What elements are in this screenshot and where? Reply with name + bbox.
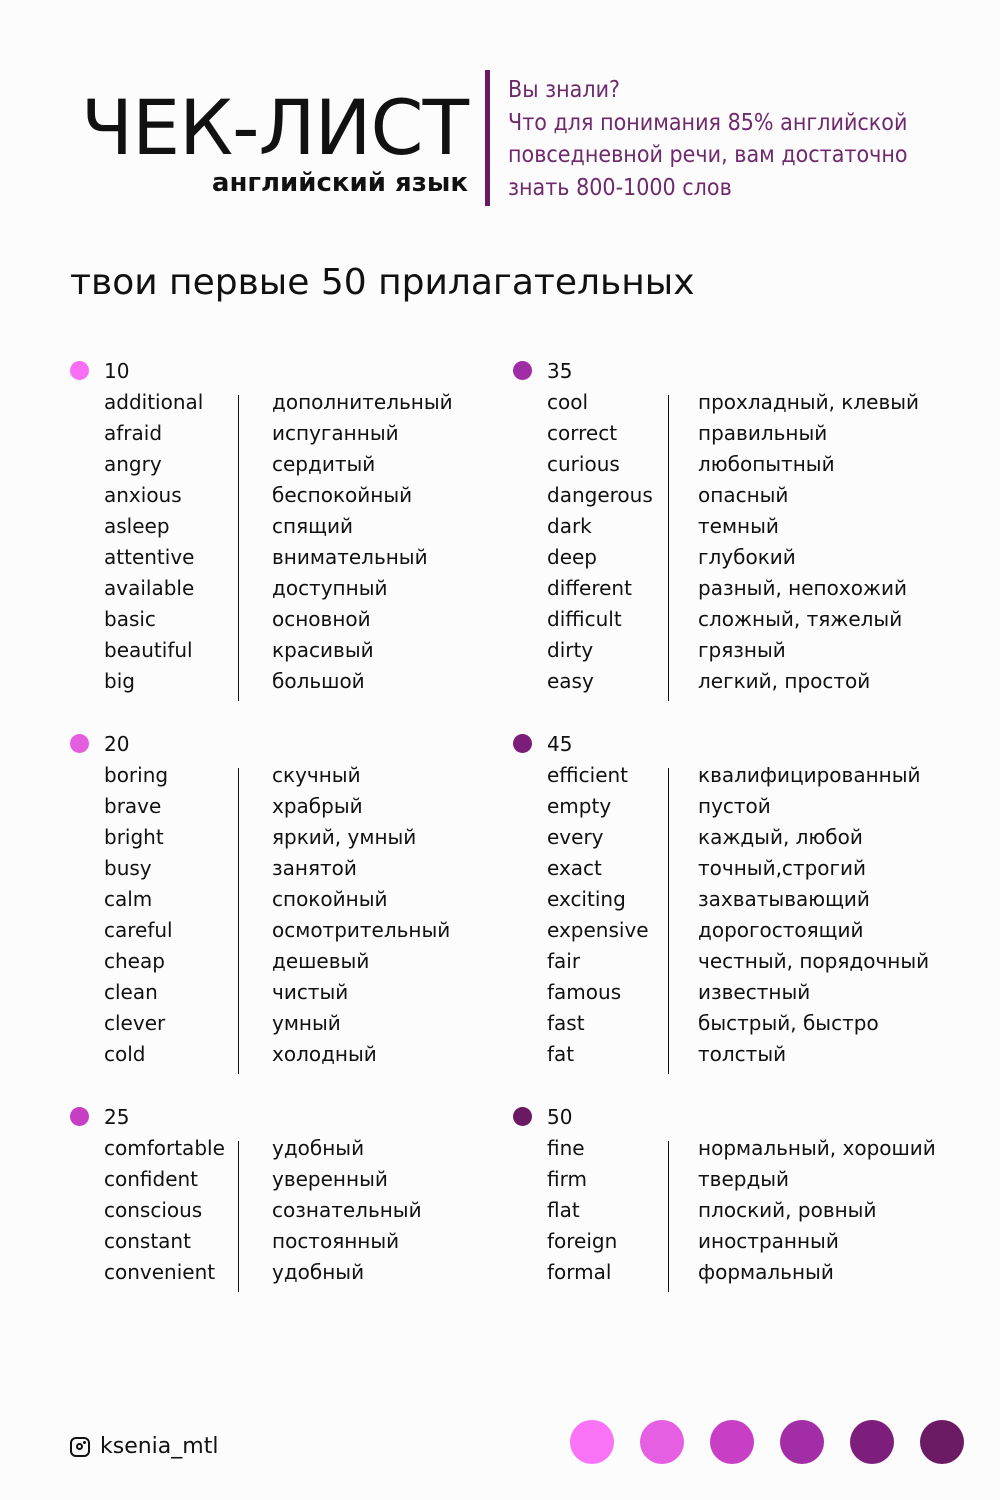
english-word: cheap xyxy=(104,949,165,973)
english-word: cool xyxy=(547,390,589,414)
russian-translation: доступный xyxy=(272,576,388,600)
english-word: anxious xyxy=(104,483,182,507)
word-row xyxy=(547,1226,936,1257)
word-row xyxy=(547,449,919,480)
word-row xyxy=(104,418,453,449)
word-row xyxy=(104,884,450,915)
russian-translation: удобный xyxy=(272,1260,365,1284)
word-row xyxy=(104,822,450,853)
word-row xyxy=(104,387,453,418)
english-word: busy xyxy=(104,856,152,880)
word-row xyxy=(104,573,453,604)
russian-translation: толстый xyxy=(698,1042,787,1066)
word-group xyxy=(104,1102,422,1288)
word-row xyxy=(104,449,453,480)
fact-box xyxy=(508,74,940,204)
word-row xyxy=(547,480,919,511)
english-word: firm xyxy=(547,1167,587,1191)
russian-translation: дополнительный xyxy=(272,390,453,414)
column-divider xyxy=(668,1141,669,1292)
russian-translation: каждый, любой xyxy=(698,825,863,849)
english-word: asleep xyxy=(104,514,170,538)
group-number: 45 xyxy=(547,732,573,756)
russian-translation: беспокойный xyxy=(272,483,413,507)
word-row xyxy=(547,915,929,946)
word-row xyxy=(547,1133,936,1164)
russian-translation: любопытный xyxy=(698,452,835,476)
fact-line: Вы знали? xyxy=(508,77,621,103)
word-row xyxy=(547,822,929,853)
word-row xyxy=(547,853,929,884)
word-row xyxy=(104,915,450,946)
group-number: 35 xyxy=(547,359,573,383)
russian-translation: уверенный xyxy=(272,1167,388,1191)
word-list xyxy=(547,387,919,697)
word-row xyxy=(104,1195,422,1226)
word-row xyxy=(104,1039,450,1070)
russian-translation: чистый xyxy=(272,980,349,1004)
russian-translation: сознательный xyxy=(272,1198,422,1222)
word-list xyxy=(104,387,453,697)
english-word: curious xyxy=(547,452,620,476)
english-word: cold xyxy=(104,1042,146,1066)
word-list xyxy=(104,760,450,1070)
word-row xyxy=(547,635,919,666)
word-row xyxy=(104,635,453,666)
russian-translation: дешевый xyxy=(272,949,370,973)
english-word: big xyxy=(104,669,135,693)
english-word: confident xyxy=(104,1167,199,1191)
palette-swatch xyxy=(920,1420,964,1464)
russian-translation: нормальный, хороший xyxy=(698,1136,936,1160)
word-row xyxy=(547,1164,936,1195)
russian-translation: внимательный xyxy=(272,545,428,569)
group-header xyxy=(104,729,450,760)
russian-translation: постоянный xyxy=(272,1229,400,1253)
english-word: fine xyxy=(547,1136,585,1160)
word-group xyxy=(547,1102,936,1288)
russian-translation: большой xyxy=(272,669,365,693)
word-group xyxy=(104,356,453,697)
russian-translation: занятой xyxy=(272,856,357,880)
palette-swatch xyxy=(780,1420,824,1464)
english-word: clean xyxy=(104,980,158,1004)
group-dot xyxy=(70,1107,89,1126)
russian-translation: плоский, ровный xyxy=(698,1198,877,1222)
word-row xyxy=(547,604,919,635)
word-list xyxy=(547,760,929,1070)
russian-translation: честный, порядочный xyxy=(698,949,930,973)
word-row xyxy=(547,760,929,791)
english-word: foreign xyxy=(547,1229,618,1253)
russian-translation: спящий xyxy=(272,514,353,538)
english-word: correct xyxy=(547,421,618,445)
english-word: flat xyxy=(547,1198,580,1222)
english-word: boring xyxy=(104,763,169,787)
group-header xyxy=(547,356,919,387)
english-word: dangerous xyxy=(547,483,653,507)
word-row xyxy=(547,1257,936,1288)
column-divider xyxy=(238,395,239,701)
word-row xyxy=(104,1008,450,1039)
russian-translation: пустой xyxy=(698,794,771,818)
english-word: calm xyxy=(104,887,153,911)
instagram-icon xyxy=(70,1437,90,1457)
russian-translation: испуганный xyxy=(272,421,399,445)
group-header xyxy=(547,1102,936,1133)
palette-swatch xyxy=(640,1420,684,1464)
russian-translation: легкий, простой xyxy=(698,669,871,693)
word-group xyxy=(547,356,919,697)
palette-swatch xyxy=(850,1420,894,1464)
english-word: easy xyxy=(547,669,594,693)
word-list xyxy=(547,1133,936,1288)
russian-translation: темный xyxy=(698,514,779,538)
word-row xyxy=(547,573,919,604)
word-row xyxy=(547,1195,936,1226)
word-row xyxy=(547,946,929,977)
russian-translation: спокойный xyxy=(272,887,388,911)
color-palette xyxy=(570,1420,964,1464)
word-row xyxy=(104,977,450,1008)
group-dot xyxy=(513,1107,532,1126)
page-subtitle: английский язык xyxy=(211,168,468,198)
english-word: exact xyxy=(547,856,602,880)
russian-translation: основной xyxy=(272,607,371,631)
english-word: expensive xyxy=(547,918,649,942)
english-word: efficient xyxy=(547,763,629,787)
english-word: dirty xyxy=(547,638,594,662)
footer-handle[interactable] xyxy=(70,1434,218,1459)
english-word: brave xyxy=(104,794,162,818)
english-word: clever xyxy=(104,1011,166,1035)
russian-translation: прохладный, клевый xyxy=(698,390,920,414)
palette-swatch xyxy=(570,1420,614,1464)
title-divider xyxy=(485,70,490,206)
russian-translation: быстрый, быстро xyxy=(698,1011,879,1035)
english-word: dark xyxy=(547,514,592,538)
word-row xyxy=(547,542,919,573)
russian-translation: квалифицированный xyxy=(698,763,921,787)
word-row xyxy=(104,946,450,977)
column-divider xyxy=(668,768,669,1074)
english-word: convenient xyxy=(104,1260,216,1284)
english-word: attentive xyxy=(104,545,195,569)
word-list xyxy=(104,1133,422,1288)
russian-translation: холодный xyxy=(272,1042,377,1066)
word-group xyxy=(104,729,450,1070)
word-row xyxy=(547,387,919,418)
english-word: additional xyxy=(104,390,204,414)
russian-translation: храбрый xyxy=(272,794,363,818)
russian-translation: опасный xyxy=(698,483,789,507)
english-word: difficult xyxy=(547,607,622,631)
section-heading: твои первые 50 прилагательных xyxy=(70,262,695,303)
english-word: fat xyxy=(547,1042,575,1066)
column-divider xyxy=(668,395,669,701)
russian-translation: захватывающий xyxy=(698,887,870,911)
english-word: bright xyxy=(104,825,164,849)
column-divider xyxy=(238,1141,239,1292)
english-word: constant xyxy=(104,1229,191,1253)
group-number: 20 xyxy=(104,732,130,756)
word-row xyxy=(104,666,453,697)
russian-translation: умный xyxy=(272,1011,341,1035)
group-dot xyxy=(513,361,532,380)
english-word: angry xyxy=(104,452,162,476)
english-word: formal xyxy=(547,1260,612,1284)
russian-translation: формальный xyxy=(698,1260,834,1284)
word-row xyxy=(104,480,453,511)
handle-text: ksenia_mtl xyxy=(100,1434,219,1459)
word-row xyxy=(547,1008,929,1039)
russian-translation: правильный xyxy=(698,421,828,445)
russian-translation: удобный xyxy=(272,1136,365,1160)
word-row xyxy=(547,791,929,822)
word-row xyxy=(104,1226,422,1257)
english-word: careful xyxy=(104,918,173,942)
word-row xyxy=(104,1164,422,1195)
group-number: 25 xyxy=(104,1105,130,1129)
english-word: afraid xyxy=(104,421,163,445)
group-header xyxy=(104,1102,422,1133)
english-word: available xyxy=(104,576,195,600)
word-row xyxy=(104,1257,422,1288)
english-word: exciting xyxy=(547,887,626,911)
group-dot xyxy=(70,361,89,380)
russian-translation: скучный xyxy=(272,763,361,787)
russian-translation: глубокий xyxy=(698,545,796,569)
russian-translation: осмотрительный xyxy=(272,918,451,942)
russian-translation: сердитый xyxy=(272,452,376,476)
english-word: empty xyxy=(547,794,612,818)
word-row xyxy=(104,604,453,635)
word-group xyxy=(547,729,929,1070)
word-row xyxy=(104,853,450,884)
group-dot xyxy=(70,734,89,753)
russian-translation: дорогостоящий xyxy=(698,918,864,942)
word-row xyxy=(547,1039,929,1070)
group-dot xyxy=(513,734,532,753)
word-row xyxy=(104,511,453,542)
russian-translation: твердый xyxy=(698,1167,790,1191)
word-row xyxy=(104,542,453,573)
palette-swatch xyxy=(710,1420,754,1464)
english-word: conscious xyxy=(104,1198,203,1222)
word-row xyxy=(104,791,450,822)
word-row xyxy=(547,977,929,1008)
word-row xyxy=(547,418,919,449)
word-row xyxy=(547,884,929,915)
word-row xyxy=(104,1133,422,1164)
group-header xyxy=(547,729,929,760)
group-header xyxy=(104,356,453,387)
russian-translation: грязный xyxy=(698,638,786,662)
russian-translation: точный,строгий xyxy=(698,856,867,880)
english-word: deep xyxy=(547,545,597,569)
russian-translation: сложный, тяжелый xyxy=(698,607,903,631)
word-row xyxy=(104,760,450,791)
column-divider xyxy=(238,768,239,1074)
fact-line: Что для понимания 85% английской xyxy=(508,109,908,136)
english-word: fair xyxy=(547,949,581,973)
group-number: 10 xyxy=(104,359,130,383)
group-number: 50 xyxy=(547,1105,573,1129)
english-word: famous xyxy=(547,980,622,1004)
english-word: beautiful xyxy=(104,638,193,662)
russian-translation: разный, непохожий xyxy=(698,576,907,600)
word-row xyxy=(547,511,919,542)
fact-line: знать 800-1000 слов xyxy=(508,174,732,201)
russian-translation: яркий, умный xyxy=(272,825,417,849)
english-word: different xyxy=(547,576,632,600)
fact-line: повседневной речи, вам достаточно xyxy=(508,142,908,168)
english-word: comfortable xyxy=(104,1136,225,1160)
english-word: basic xyxy=(104,607,156,631)
word-row xyxy=(547,666,919,697)
russian-translation: красивый xyxy=(272,638,374,662)
russian-translation: иностранный xyxy=(698,1229,839,1253)
russian-translation: известный xyxy=(698,980,811,1004)
page-title: ЧЕК-ЛИСТ xyxy=(81,83,468,172)
english-word: every xyxy=(547,825,604,849)
english-word: fast xyxy=(547,1011,585,1035)
